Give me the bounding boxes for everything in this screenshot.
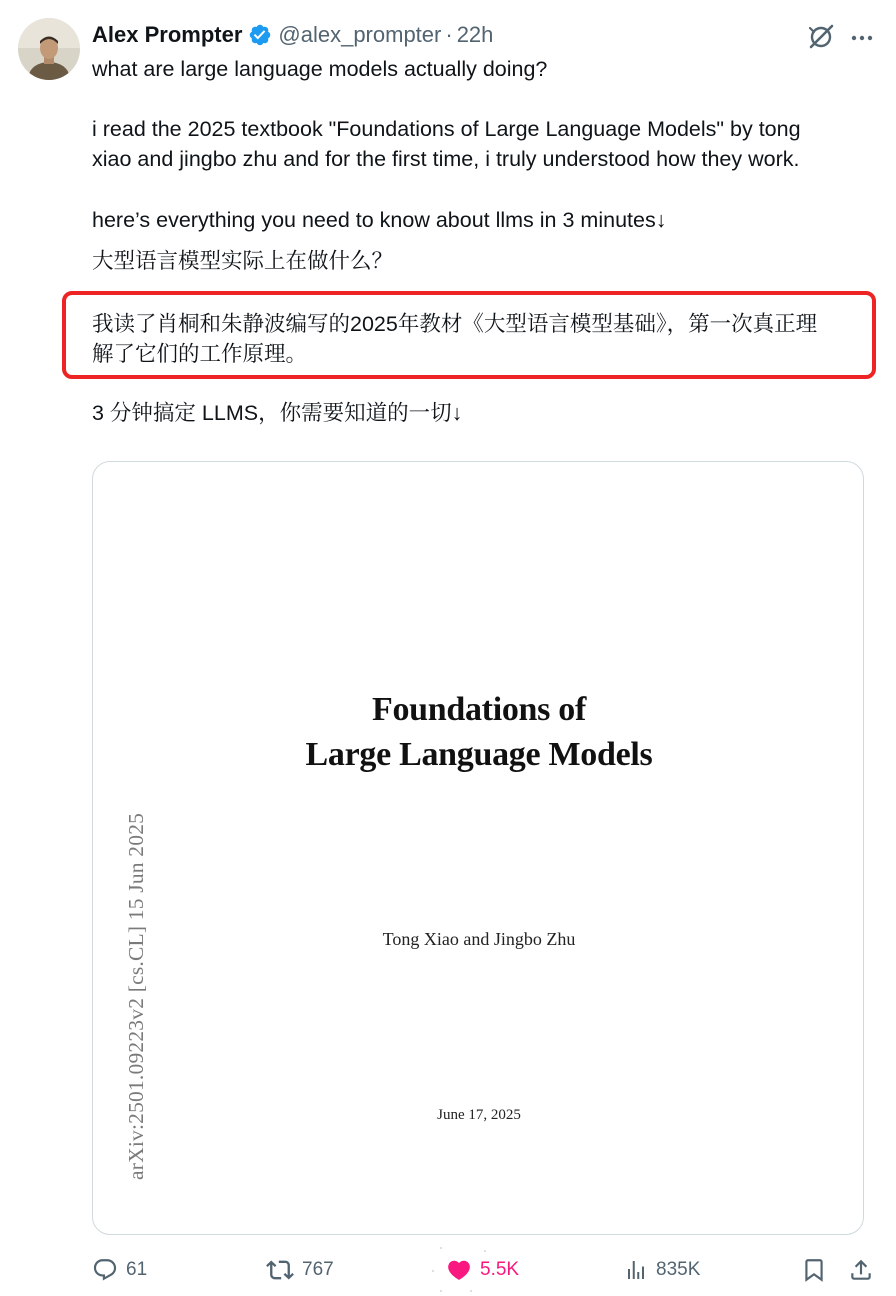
- author-handle[interactable]: @alex_prompter: [278, 22, 442, 47]
- tweet-text-line-2: i read the 2025 textbook "Foundations of Large Language Models" by tong: [92, 117, 801, 141]
- verified-badge-icon: [248, 23, 272, 47]
- paper-authors: Tong Xiao and Jingbo Zhu: [382, 929, 576, 949]
- views-button[interactable]: [624, 1254, 700, 1286]
- like-button[interactable]: [446, 1254, 519, 1286]
- reply-icon: [92, 1257, 118, 1283]
- header-separator: ·: [445, 22, 453, 47]
- share-icon: [848, 1257, 874, 1283]
- bookmark-icon: [801, 1257, 827, 1283]
- views-chart-icon: [624, 1258, 648, 1282]
- bookmark-button[interactable]: [801, 1254, 827, 1286]
- heart-icon: [446, 1257, 472, 1283]
- tweet-text-line-1: what are large language models actually doing?: [92, 57, 548, 81]
- tweet-text-line-6: 我读了肖桐和朱静波编写的2025年教材《大型语言模型基础》，第一次真正理: [92, 312, 818, 336]
- repost-icon: [266, 1256, 294, 1284]
- grok-icon[interactable]: [806, 22, 836, 52]
- like-sparkle-dot: [470, 1290, 472, 1292]
- tweet-text-line-5: 大型语言模型实际上在做什么？: [92, 249, 394, 273]
- tweet-text-line-7: 解了它们的工作原理。: [92, 342, 308, 366]
- repost-count: 767: [302, 1259, 334, 1280]
- more-options-icon[interactable]: [848, 24, 876, 52]
- avatar[interactable]: [18, 18, 80, 80]
- tweet-time[interactable]: 22h: [456, 22, 494, 47]
- paper-title-line-1: Foundations of: [371, 691, 587, 728]
- views-count: 835K: [656, 1259, 701, 1280]
- tweet-text-line-3: xiao and jingbo zhu and for the first time, i truly understood how they work.: [92, 147, 800, 171]
- arxiv-stamp: arXiv:2501.09223v2 [cs.CL] 15 Jun 2025: [124, 812, 148, 1180]
- tweet-text-line-4: here’s everything you need to know about llms in 3 minutes↓: [92, 208, 667, 232]
- reply-count: 61: [126, 1259, 148, 1280]
- highlight-annotation-box: [62, 291, 876, 379]
- like-sparkle-dot: [440, 1290, 442, 1292]
- like-sparkle-dot: [440, 1247, 442, 1249]
- paper-title-line-2: Large Language Models: [305, 736, 653, 773]
- like-sparkle-dot: [432, 1270, 434, 1272]
- media-image-card[interactable]: [92, 461, 864, 1235]
- author-name[interactable]: Alex Prompter: [92, 22, 243, 47]
- avatar-image: [18, 18, 80, 80]
- like-sparkle-dot: [484, 1250, 486, 1252]
- repost-button[interactable]: [266, 1254, 334, 1286]
- like-count: 5.5K: [480, 1259, 520, 1280]
- paper-date: June 17, 2025: [437, 1107, 521, 1123]
- tweet-header: [92, 20, 493, 50]
- reply-button[interactable]: [92, 1254, 147, 1286]
- share-button[interactable]: [848, 1254, 874, 1286]
- tweet-text-line-8: 3 分钟搞定 LLMS，你需要知道的一切↓: [92, 401, 463, 425]
